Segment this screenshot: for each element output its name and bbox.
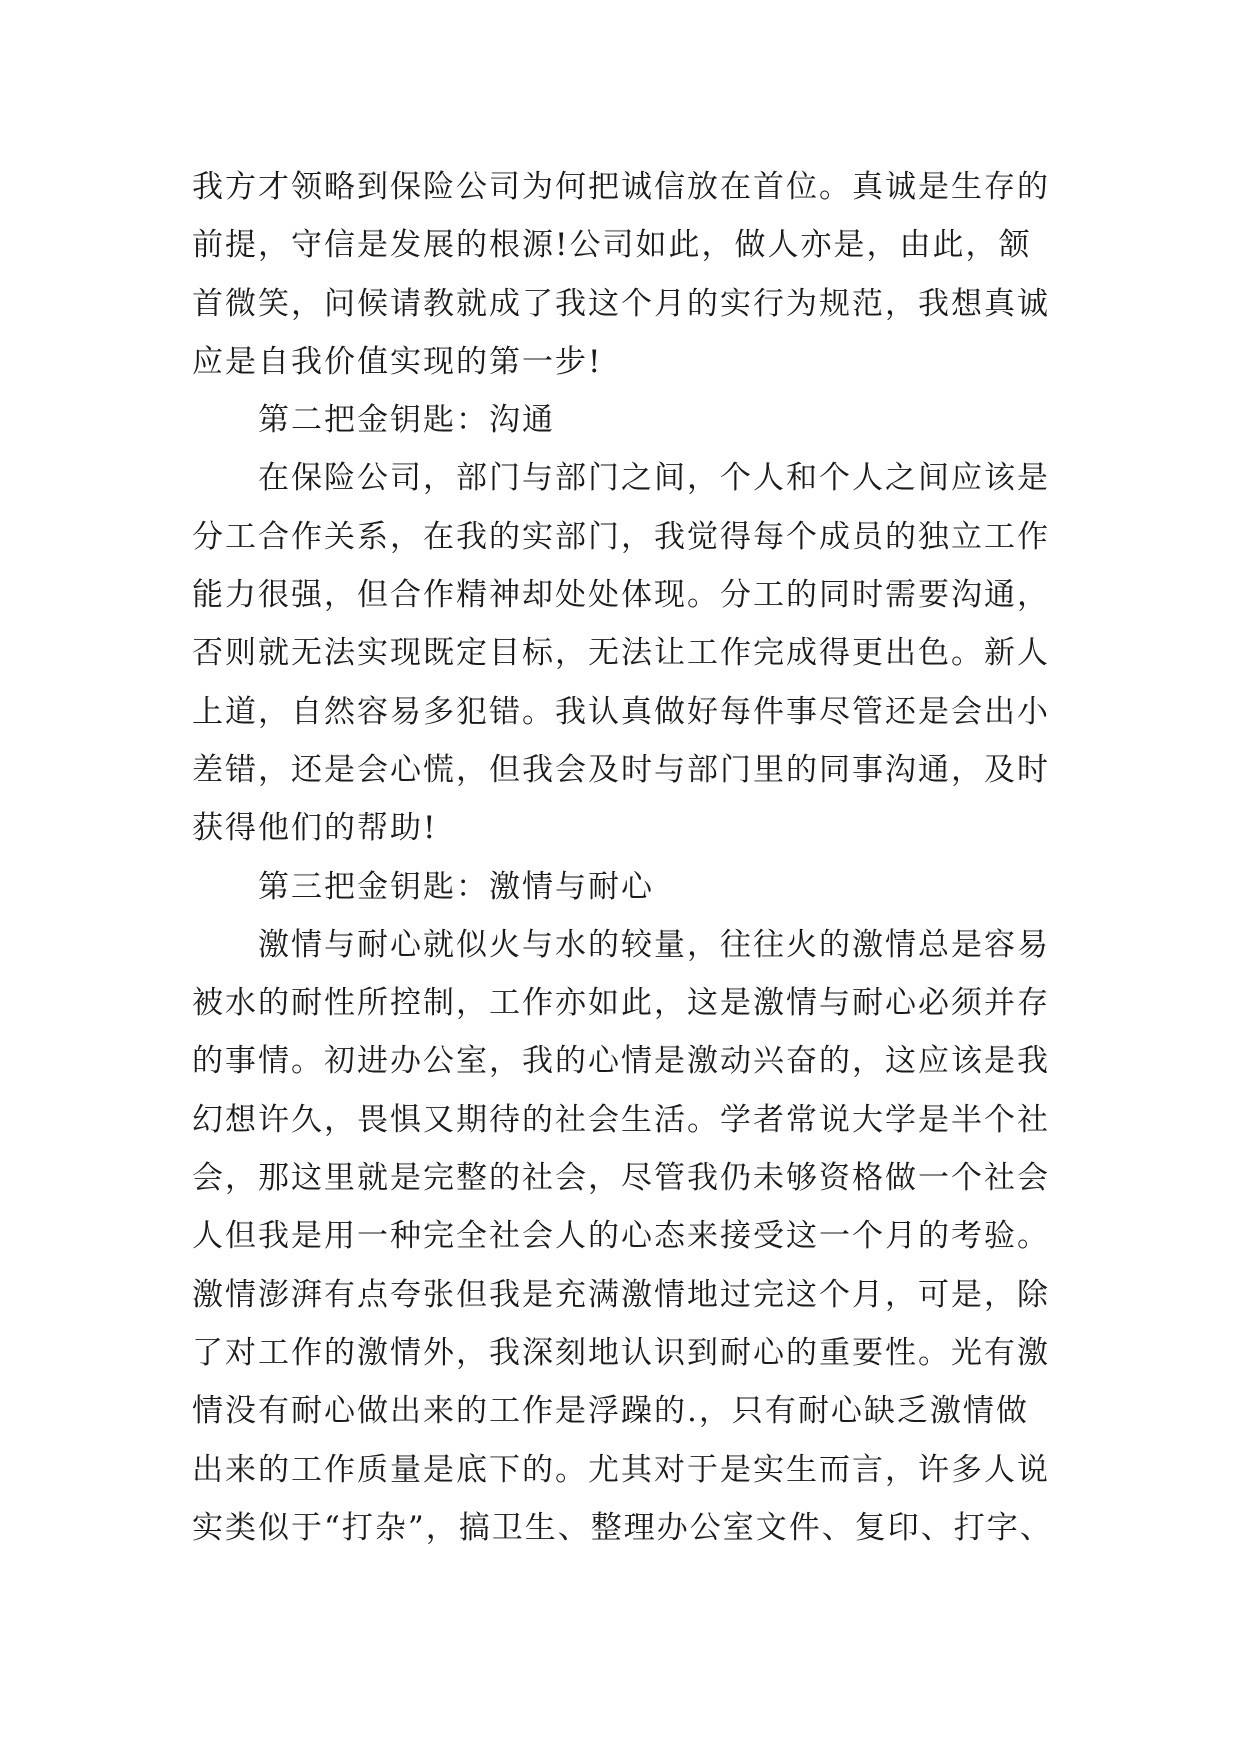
text-line-9: 否则就无法实现既定目标，无法让工作完成得更出色。新人: [192, 635, 1050, 672]
text-line-11: 差错，还是会心慌，但我会及时与部门里的同事沟通，及时: [192, 751, 1050, 788]
text-line-24: 实类似于“打杂”，搞卫生、整理办公室文件、复印、打字、: [192, 1509, 1053, 1546]
text-line-8: 能力很强，但合作精神却处处体现。分工的同时需要沟通，: [192, 577, 1050, 614]
text-line-12: 获得他们的帮助!: [192, 810, 438, 847]
text-line-7: 分工合作关系，在我的实部门，我觉得每个成员的独立工作: [192, 518, 1050, 555]
text-line-23: 出来的工作质量是底下的。尤其对于是实生而言，许多人说: [192, 1451, 1050, 1488]
text-line-1: 我方才领略到保险公司为何把诚信放在首位。真诚是生存的: [192, 169, 1050, 205]
text-line-17: 幻想许久，畏惧又期待的社会生活。学者常说大学是半个社: [192, 1101, 1050, 1138]
text-line-6: 在保险公司，部门与部门之间，个人和个人之间应该是: [258, 460, 1050, 497]
document-page: [192, 158, 1070, 1557]
text-line-10: 上道，自然容易多犯错。我认真做好每件事尽管还是会出小: [192, 693, 1050, 730]
text-line-4: 应是自我价值实现的第一步!: [192, 343, 603, 380]
text-line-19: 人但我是用一种完全社会人的心态来接受这一个月的考验。: [192, 1218, 1050, 1255]
text-line-18: 会，那这里就是完整的社会，尽管我仍未够资格做一个社会: [192, 1160, 1050, 1197]
text-line-2: 前提，守信是发展的根源!公司如此，做人亦是，由此，颔: [192, 227, 1032, 264]
text-line-15: 被水的耐性所控制，工作亦如此，这是激情与耐心必须并存: [192, 985, 1050, 1022]
section-heading-3: 第三把金钥匙：激情与耐心: [258, 868, 654, 905]
text-line-14: 激情与耐心就似火与水的较量，往往火的激情总是容易: [258, 926, 1050, 963]
text-line-16: 的事情。初进办公室，我的心情是激动兴奋的，这应该是我: [192, 1043, 1050, 1080]
section-heading-2: 第二把金钥匙：沟通: [258, 402, 555, 439]
text-line-20: 激情澎湃有点夸张但我是充满激情地过完这个月，可是，除: [192, 1276, 1050, 1313]
text-line-3: 首微笑，问候请教就成了我这个月的实行为规范，我想真诚: [192, 285, 1050, 322]
text-line-22: 情没有耐心做出来的工作是浮躁的.，只有耐心缺乏激情做: [192, 1393, 1029, 1430]
text-line-21: 了对工作的激情外，我深刻地认识到耐心的重要性。光有激: [192, 1334, 1050, 1371]
